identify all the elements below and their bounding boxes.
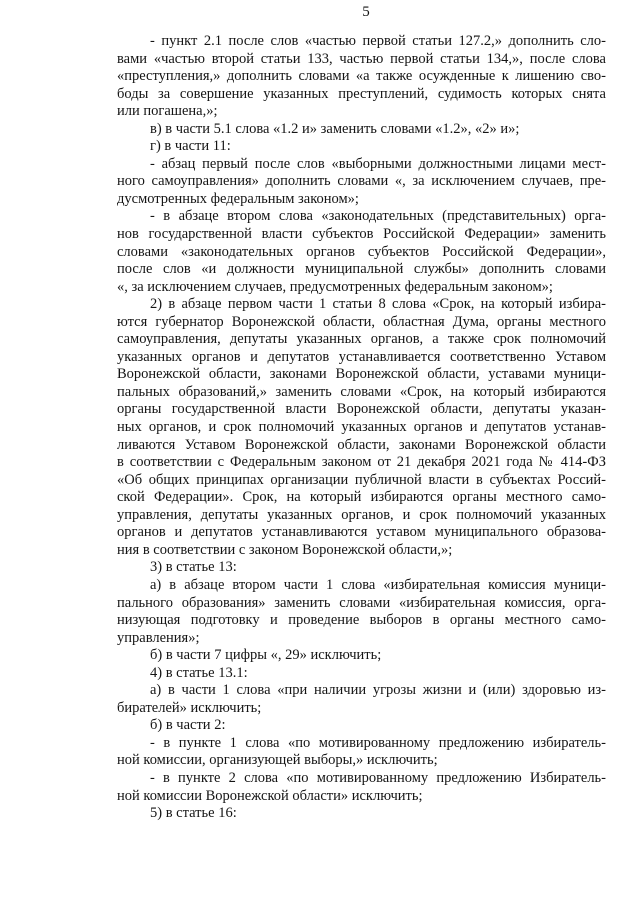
text-line: - пункт 2.1 после слов «частью первой статьи 127.2,» дополнить сло-	[150, 33, 606, 49]
text-line: в соответствии с Федеральным законом от 21 декабря 2021 года № 414-ФЗ	[117, 454, 606, 471]
text-line: ются губернатор Воронежской области, областная Дума, органы местного	[117, 313, 606, 330]
text-line: б) в части 7 цифры «, 29» исключить;	[150, 647, 382, 664]
text-line: органов и депутатов устанавливаются уставом муниципального образова-	[117, 524, 606, 541]
text-line: а) в абзаце втором части 1 слова «избирательная комиссия муници-	[150, 576, 606, 593]
text-line: ния в соответствии с законом Воронежской области,»;	[117, 541, 453, 558]
paragraph	[117, 121, 606, 139]
paragraph	[117, 208, 606, 296]
text-line: словами «законодательных органов субъектов Российской Федерации»,	[117, 243, 606, 260]
text-line: самоуправления, депутаты указанных органов, а также срок полномочий	[117, 331, 606, 348]
text-line: ных органов, и срок полномочий указанных органов и депутатов устанав-	[117, 419, 606, 436]
text-line: - абзац первый после слов «выборными должностными лицами мест-	[150, 155, 606, 172]
text-line: после слов «и должности муниципальной службы» дополнить словами	[117, 261, 606, 278]
text-line: 5) в статье 16:	[150, 805, 237, 822]
paragraph	[117, 559, 606, 577]
page-number: 5	[362, 4, 370, 20]
text-line: 2) в абзаце первом части 1 статьи 8 слова «Срок, на который избира-	[150, 296, 606, 313]
text-line: 3) в статье 13:	[150, 559, 237, 576]
text-line: ного самоуправления» дополнить словами «, за исключением случаев, пре-	[117, 173, 606, 190]
text-line: нов государственной власти субъектов Российской Федерации» заменить	[117, 226, 606, 243]
text-line: пальных образований,» заменить словами «Срок, на который избираются	[117, 383, 606, 400]
text-line: органы государственной власти Воронежской области, депутаты указан-	[117, 401, 606, 418]
text-line: ливаются Уставом Воронежской области, законами Воронежской области	[117, 436, 606, 453]
text-line: б) в части 2:	[150, 717, 226, 734]
text-line: ской Федерации». Срок, на который избираются органы местного само-	[117, 489, 606, 506]
text-line: 4) в статье 13.1:	[150, 664, 248, 681]
text-line: а) в части 1 слова «при наличии угрозы жизни и (или) здоровью из-	[150, 682, 606, 699]
text-line: в) в части 5.1 слова «1.2 и» заменить словами «1.2», «2» и»;	[150, 120, 520, 137]
paragraph	[117, 717, 606, 735]
paragraph	[117, 735, 606, 770]
paragraph	[117, 665, 606, 683]
paragraph	[117, 770, 606, 805]
text-line: «преступления,» дополнить словами «а также осужденные к лишению сво-	[117, 68, 606, 85]
paragraph	[117, 296, 606, 559]
paragraph	[117, 156, 606, 209]
text-line: боды за совершение указанных преступлений, судимость которых снята	[117, 85, 606, 102]
text-line: указанных органов и депутатов устанавливается соответственно Уставом	[117, 348, 606, 365]
paragraph	[117, 138, 606, 156]
paragraph	[117, 647, 606, 665]
text-line: - в пункте 2 слова «по мотивированному предложению Избиратель-	[150, 769, 606, 786]
text-line: ной комиссии Воронежской области» исключить;	[117, 787, 423, 804]
text-line: - в пункте 1 слова «по мотивированному предложению избиратель-	[150, 734, 606, 751]
document-body	[117, 33, 606, 823]
text-line: «, за исключением случаев, предусмотренных федеральным законом»;	[117, 278, 553, 295]
text-line: пального образования» заменить словами «избирательная комиссия, орга-	[117, 594, 606, 611]
text-line: ной комиссии, организующей выборы,» исключить;	[117, 752, 438, 769]
text-line: - в абзаце втором слова «законодательных (представительных) орга-	[150, 208, 606, 225]
text-line: дусмотренных федеральным законом»;	[117, 190, 359, 207]
text-line: г) в части 11:	[150, 138, 231, 155]
paragraph	[117, 33, 606, 121]
text-line: «Об общих принципах организации публичной власти в субъектах Россий-	[117, 471, 606, 488]
text-line: управления»;	[117, 629, 200, 646]
text-line: бирателей» исключить;	[117, 699, 262, 716]
text-line: управления, депутаты указанных органов, и срок полномочий указанных	[117, 506, 606, 523]
text-line: Воронежской области, законами Воронежской области, уставами муници-	[117, 366, 606, 383]
paragraph	[117, 577, 606, 647]
paragraph	[117, 682, 606, 717]
text-line: вами «частью второй статьи 133, частью первой статьи 134,», после слова	[117, 50, 606, 67]
paragraph	[117, 805, 606, 823]
text-line: низующая подготовку и проведение выборов в органы местного само-	[117, 612, 606, 629]
text-line: или погашена,»;	[117, 103, 218, 120]
